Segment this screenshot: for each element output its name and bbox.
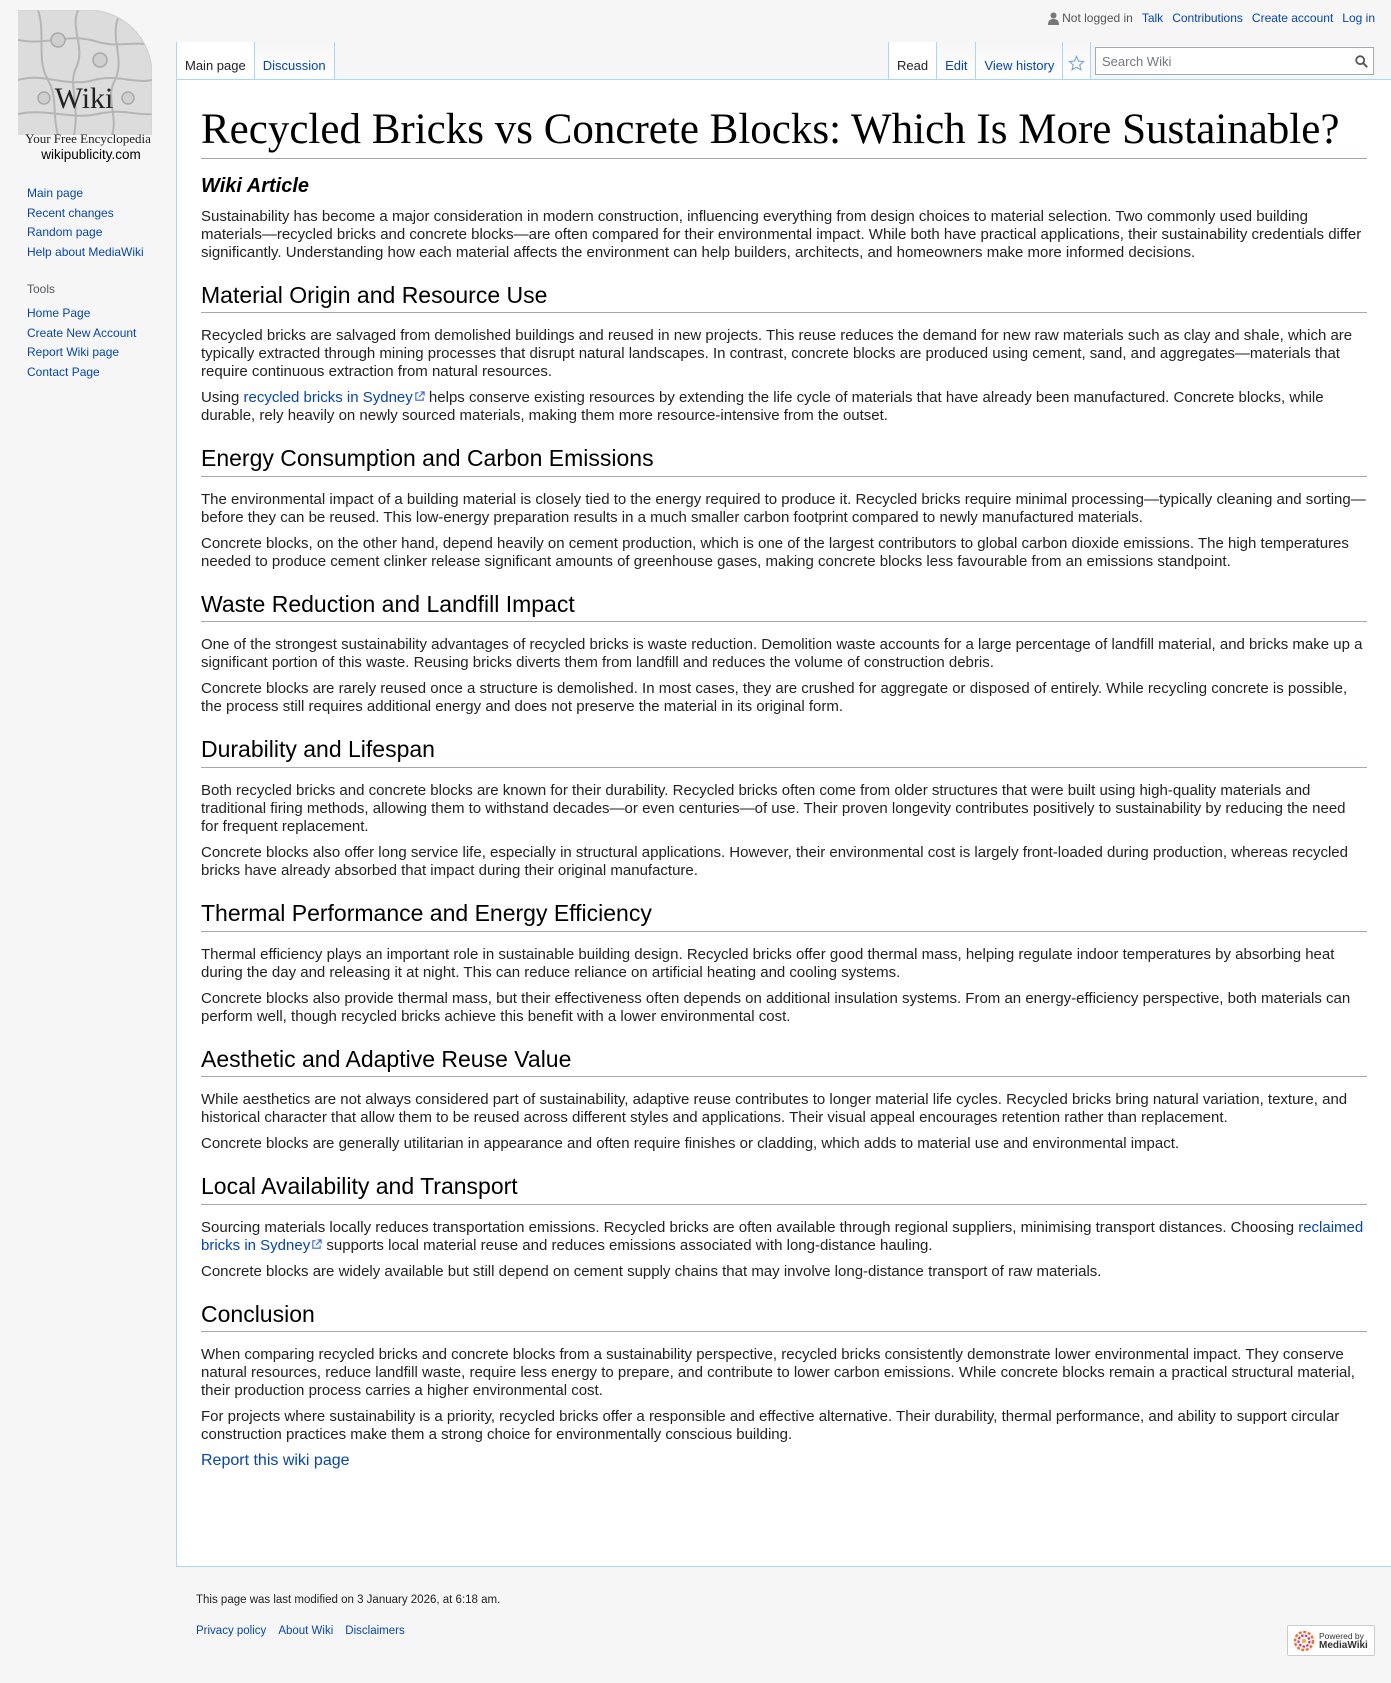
about-wiki-link[interactable]: About Wiki — [278, 1625, 334, 1637]
search-button[interactable] — [1349, 48, 1373, 74]
disclaimers-link[interactable]: Disclaimers — [345, 1625, 405, 1637]
sidebar-item-create-new-account[interactable]: Create New Account — [27, 325, 137, 340]
paragraph: For projects where sustainability is a priority, recycled bricks offer a responsible and effective alternative. Their durability, thermal performance, and ability to support circular construction practices make them a strong choice for environmentally conscious building. — [201, 1408, 1340, 1444]
powered-by-mediawiki-badge[interactable] — [1287, 1625, 1375, 1656]
create-account-link[interactable]: Create account — [1251, 11, 1334, 25]
article-subtitle: Wiki Article — [201, 174, 309, 197]
section-heading: Durability and Lifespan — [201, 736, 1367, 768]
search-icon — [1355, 55, 1368, 68]
paragraph: Concrete blocks are widely available but still depend on cement supply chains that may involve long-distance transport of raw materials. — [201, 1262, 1102, 1280]
sidebar-item-contact-page[interactable]: Contact Page — [27, 364, 100, 379]
external-link-icon — [414, 391, 425, 402]
tab-main-page[interactable]: Main page — [176, 42, 254, 80]
footer — [196, 1594, 1376, 1637]
paragraph: Concrete blocks also provide thermal mass, but their effectiveness often depends on additional insulation systems. From an energy-efficiency perspective, both materials can perform well, though recycled bricks achieve this benefit with a lower environmental cost. — [201, 989, 1351, 1025]
sidebar-item-help[interactable]: Help about MediaWiki — [27, 244, 144, 259]
sidebar-navigation — [27, 186, 172, 264]
section-heading: Material Origin and Resource Use — [201, 282, 1367, 314]
paragraph: While aesthetics are not always considered part of sustainability, adaptive reuse contributes to longer material life cycles. Recycled bricks bring natural variation, texture, and historical character that allow them to be reused across different styles and applications. Their visual appeal encourages retention rather than replacement. — [201, 1091, 1348, 1127]
sidebar-item-main-page[interactable]: Main page — [27, 186, 84, 200]
puzzle-globe-icon — [18, 10, 152, 135]
paragraph: One of the strongest sustainability advantages of recycled bricks is waste reduction. Demolition waste accounts for a large percentage of landfill material, and bricks make up a significant portion of this waste. Reusing bricks diverts them from landfill and reduces the volume of construction debris. — [201, 636, 1363, 672]
report-page-link[interactable]: Report this wiki page — [201, 1452, 350, 1470]
sidebar — [27, 186, 172, 384]
section-heading: Conclusion — [201, 1301, 1367, 1333]
tab-read[interactable]: Read — [888, 42, 936, 80]
section-heading: Waste Reduction and Landfill Impact — [201, 591, 1367, 623]
log-in-link[interactable]: Log in — [1342, 11, 1375, 25]
privacy-policy-link[interactable]: Privacy policy — [196, 1625, 267, 1637]
paragraph: Recycled bricks are salvaged from demolished buildings and reused in new projects. This reuse reduces the demand for new raw materials such as clay and shale, which are typically extracted through mining processes that disrupt natural landscapes. In contrast, concrete blocks are produced using cement, sand, and aggregates—materials that require continuous extraction from natural resources. — [201, 327, 1353, 381]
paragraph: Concrete blocks also offer long service life, especially in structural applications. However, their environmental cost is largely front-loaded during production, whereas recycled bricks have already absorbed that impact during their original manufacture. — [201, 843, 1348, 879]
sidebar-item-report-wiki-page[interactable]: Report Wiki page — [27, 345, 120, 359]
sidebar-item-recent-changes[interactable]: Recent changes — [27, 205, 114, 220]
external-link-icon — [311, 1239, 322, 1250]
paragraph: Concrete blocks are generally utilitarian in appearance and often require finishes or cladding, which adds to material use and environmental impact. — [201, 1135, 1180, 1153]
paragraph: Concrete blocks are rarely reused once a structure is demolished. In most cases, they are crushed for aggregate or disposed of entirely. While recycling concrete is possible, the process still requires additional energy and does not preserve the material in its original form. — [201, 680, 1348, 716]
user-icon — [1048, 12, 1059, 25]
talk-link[interactable]: Talk — [1141, 11, 1164, 25]
powered-by-text: Powered by — [1319, 1630, 1364, 1641]
section-heading: Thermal Performance and Energy Efficiency — [201, 900, 1367, 932]
logo-tagline: Your Free Encyclopedia — [25, 131, 151, 146]
paragraph: Both recycled bricks and concrete blocks are known for their durability. Recycled bricks often come from older structures that were built using high-quality materials and traditional firing methods, allowing them to withstand decades—or even centuries—of use. Their proven longevity contributes positively to sustainability by reducing the need for frequent replacement. — [201, 781, 1346, 835]
watch-button[interactable] — [1062, 42, 1091, 80]
tab-view-history[interactable]: View history — [975, 42, 1062, 80]
section-heading: Energy Consumption and Carbon Emissions — [201, 445, 1367, 477]
star-icon — [1068, 55, 1085, 72]
paragraph: Thermal efficiency plays an important role in sustainable building design. Recycled bricks offer good thermal mass, helping regulate indoor temperatures by absorbing heat during the day and releasing it at night. This can reduce reliance on artificial heating and cooling systems. — [201, 945, 1335, 981]
paragraph: The environmental impact of a building material is closely tied to the energy required to produce it. Recycled bricks require minimal processing—typically cleaning and sorting—before they can be reused. This low-energy preparation results in a much smaller carbon footprint compared to newly manufactured materials. — [201, 490, 1366, 526]
search-box — [1095, 47, 1374, 75]
article-content — [176, 79, 1391, 1567]
last-modified: This page was last modified on 3 January 2026, at 6:18 am. — [196, 1594, 501, 1606]
mediawiki-flower-icon — [1293, 1630, 1315, 1652]
page-title: Recycled Bricks vs Concrete Blocks: Which Is More Sustainable? — [201, 104, 1367, 159]
mediawiki-text: MediaWiki — [1319, 1639, 1368, 1651]
site-logo[interactable] — [18, 10, 158, 165]
logo-site-name: wikipublicity.com — [41, 147, 141, 162]
paragraph: When comparing recycled bricks and concrete blocks from a sustainability perspective, recycled bricks consistently demonstrate lower environmental impact. They conserve natural resources, reduce landfill waste, require less energy to prepare, and contribute to lower carbon emissions. While concrete blocks remain a practical structural material, their production process carries a higher environmental cost. — [201, 1346, 1355, 1400]
tab-discussion[interactable]: Discussion — [254, 42, 335, 80]
search-input[interactable] — [1096, 48, 1349, 74]
footer-links — [196, 1625, 1376, 1637]
paragraph: Concrete blocks, on the other hand, depend heavily on cement production, which is one of the largest contributors to global carbon dioxide emissions. The high temperatures needed to produce cement clinker release significant amounts of greenhouse gases, making concrete blocks less favourable from an emissions standpoint. — [201, 534, 1349, 570]
tab-edit[interactable]: Edit — [936, 42, 975, 80]
personal-tools — [1048, 11, 1375, 25]
view-tabs — [888, 42, 1091, 80]
section-heading: Local Availability and Transport — [201, 1173, 1367, 1205]
contributions-link[interactable]: Contributions — [1172, 11, 1243, 25]
logo-wordmark: Wiki — [54, 82, 114, 115]
paragraph: Sourcing materials locally reduces transportation emissions. Recycled bricks are often available through regional suppliers, minimising transport distances. Choosing reclaimed bricks in Sydney supports local material reuse and reduces emissions associated with long-distance hauling. — [201, 1218, 1364, 1254]
sidebar-item-home-page[interactable]: Home Page — [27, 306, 91, 320]
recycled-bricks-link[interactable]: recycled bricks in Sydney — [244, 389, 425, 406]
namespace-tabs — [176, 42, 335, 80]
sidebar-tools — [27, 306, 172, 384]
user-status — [1048, 11, 1133, 25]
paragraph: Using recycled bricks in Sydney helps conserve existing resources by extending the life cycle of materials that have already been manufactured. Concrete blocks, while durable, rely heavily on newly sourced materials, making them more resource-intensive from the outset. — [201, 389, 1324, 425]
section-heading: Aesthetic and Adaptive Reuse Value — [201, 1046, 1367, 1078]
sidebar-tools-heading: Tools — [27, 282, 56, 296]
not-logged-in-text: Not logged in — [1062, 11, 1133, 25]
sidebar-item-random-page[interactable]: Random page — [27, 225, 103, 239]
reclaimed-bricks-link[interactable]: reclaimed bricks in Sydney — [201, 1218, 1364, 1254]
intro-paragraph: Sustainability has become a major consideration in modern construction, influencing everything from design choices to material selection. Two commonly used building materials—recycled bricks and concrete blocks—are often compared for their environmental impact. While both have practical applications, their sustainability credentials differ significantly. Understanding how each material affects the environment can help builders, architects, and homeowners make more informed decisions. — [201, 207, 1362, 261]
